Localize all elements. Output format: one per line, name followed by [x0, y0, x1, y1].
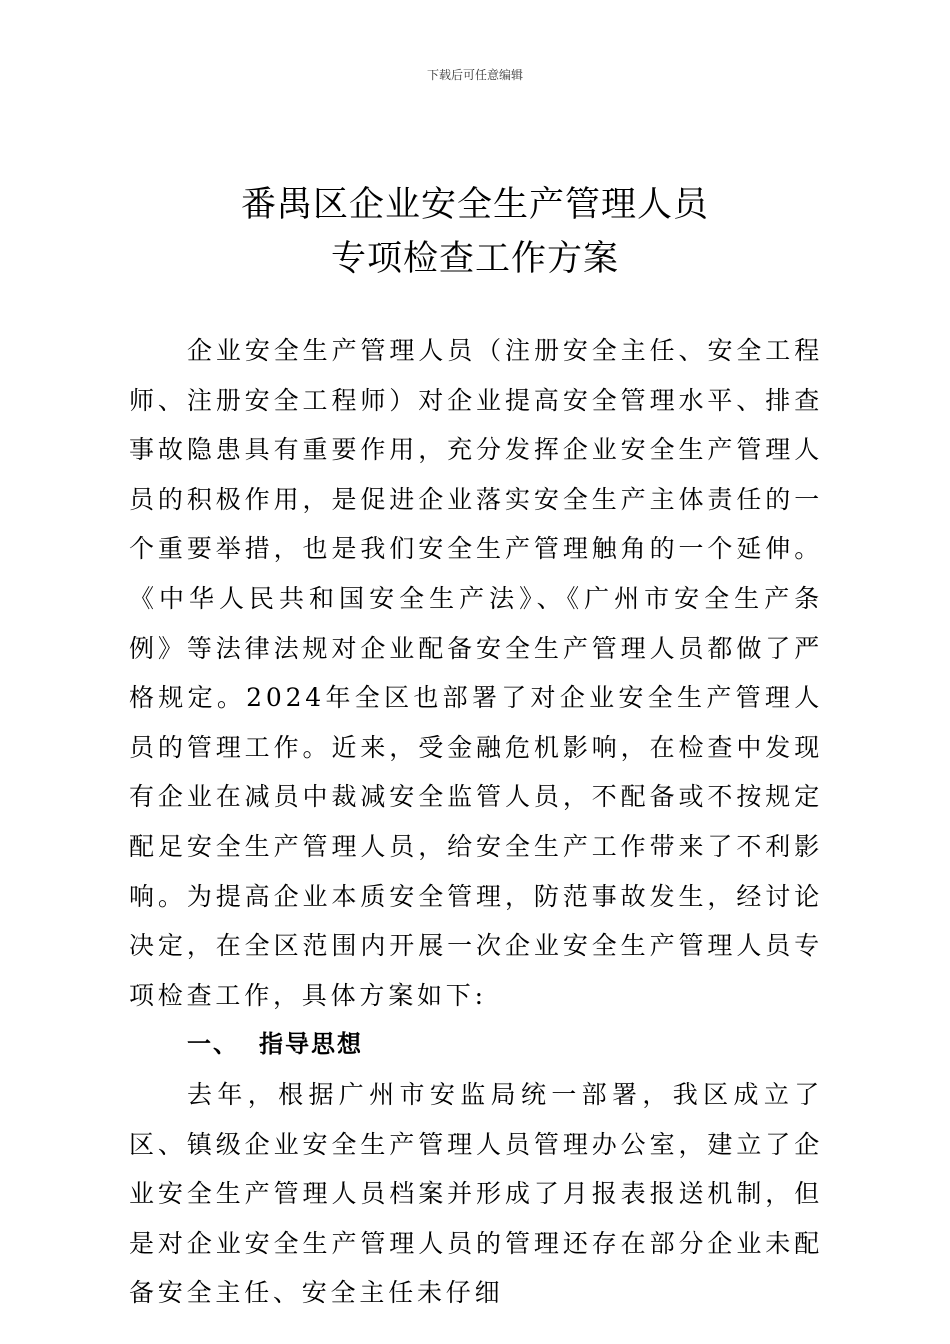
section-title: 指导思想 — [259, 1030, 363, 1059]
document-title — [0, 178, 950, 286]
section-heading-guiding-ideology — [129, 1020, 823, 1070]
document-body — [129, 326, 823, 1318]
intro-paragraph: 企业安全生产管理人员（注册安全主任、安全工程师、注册安全工程师）对企业提高安全管理水平、排查事故隐患具有重要作用，充分发挥企业安全生产管理人员的积极作用，是促进企业落实安全生产主体责任的一个重要举措，也是我们安全生产管理触角的一个延伸。《中华人民共和国安全生产法》、《广州市安全生产条例》等法律法规对企业配备安全生产管理人员都做了严格规定。2024年全区也部署了对企业安全生产管理人员的管理工作。近来，受金融危机影响，在检查中发现有企业在减员中裁减安全监管人员，不配备或不按规定配足安全生产管理人员，给安全生产工作带来了不利影响。为提高企业本质安全管理，防范事故发生，经讨论决定，在全区范围内开展一次企业安全生产管理人员专项检查工作，具体方案如下: — [129, 336, 823, 1010]
section-1-paragraph: 去年，根据广州市安监局统一部署，我区成立了区、镇级企业安全生产管理人员管理办公室，建立了企业安全生产管理人员档案并形成了月报表报送机制，但是对企业安全生产管理人员的管理还存在部分企业未配备安全主任、安全主任未仔细 — [129, 1079, 823, 1308]
section-number: 一、 — [187, 1030, 239, 1059]
page-header-note: 下载后可任意编辑 — [426, 68, 523, 82]
title-line-1: 番禺区企业安全生产管理人员 — [240, 185, 709, 225]
title-line-2: 专项检查工作方案 — [330, 239, 619, 279]
